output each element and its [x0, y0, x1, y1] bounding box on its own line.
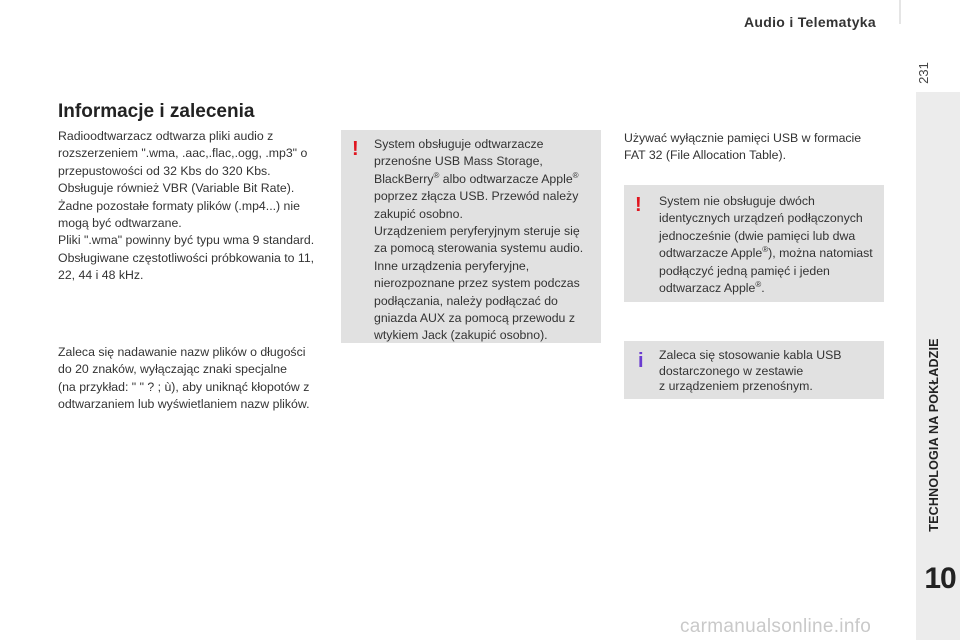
warning-text	[659, 193, 881, 297]
text-line: FAT 32 (File Allocation Table).	[624, 148, 786, 163]
text-line: mogą być odtwarzane.	[58, 216, 182, 231]
text-line: przenośne USB Mass Storage,	[374, 154, 543, 169]
text-line: wtykiem Jack (zakupić osobno).	[374, 328, 548, 343]
text-line: jednocześnie (dwie pamięci lub dwa	[659, 228, 856, 243]
text-line: zakupić osobno.	[374, 206, 463, 221]
text-line: identycznych urządzeń podłączonych	[659, 211, 863, 226]
section-title: Informacje i zalecenia	[58, 101, 255, 122]
text-line: Inne urządzenia peryferyjne,	[374, 258, 530, 273]
text-fragment: .	[761, 281, 765, 296]
text-line: Żadne pozostałe formaty plików (.mp4...) nie	[58, 198, 300, 213]
warning-icon: !	[635, 194, 642, 216]
text-line: podłączyć jedną pamięć i jeden	[659, 263, 830, 278]
text-line: (na przykład: " " ? ; ù), aby uniknąć kłopotów z	[58, 379, 310, 394]
left-paragraph-2	[58, 344, 328, 414]
text-line	[659, 245, 881, 262]
registered-mark: ®	[572, 170, 579, 180]
warning-text	[374, 136, 596, 345]
text-line	[659, 280, 881, 297]
chapter-number: 10	[924, 562, 956, 595]
text-fragment: odtwarzacz Apple	[659, 281, 756, 296]
dual-device-warning-box	[624, 185, 884, 302]
text-line: Używać wyłącznie pamięci USB w formacie	[624, 131, 862, 145]
text-line: przepustowości od 32 Kbs do 320 Kbs.	[58, 163, 271, 178]
text-line: Zaleca się stosowanie kabla USB	[659, 348, 842, 362]
text-line: do 20 znaków, wyłączając znaki specjalne	[58, 362, 287, 377]
text-fragment: BlackBerry	[374, 171, 434, 186]
text-line: nierozpoznane przez system podczas	[374, 276, 580, 291]
header-title: Audio i Telematyka	[744, 14, 876, 30]
header-divider	[899, 0, 901, 24]
usb-cable-info-box	[624, 341, 884, 399]
text-line: gniazda AUX za pomocą przewodu z	[374, 311, 575, 326]
page-number: 231	[916, 62, 931, 84]
text-line: dostarczonego w zestawie	[659, 363, 804, 378]
text-fragment: albo odtwarzacze Apple	[439, 171, 573, 186]
left-paragraph-1	[58, 128, 328, 285]
text-line: Obsługiwane częstotliwości próbkowania to 11,	[58, 250, 315, 265]
text-line: Obsługuje również VBR (Variable Bit Rate).	[58, 181, 295, 196]
registered-mark: ®	[433, 170, 440, 180]
text-line: System nie obsługuje dwóch	[659, 194, 815, 208]
text-line: Pliki ".wma" powinny być typu wma 9 standard.	[58, 233, 315, 248]
text-line: podłączania, należy podłączać do	[374, 293, 558, 308]
text-fragment: odtwarzacze Apple	[659, 246, 763, 261]
registered-mark: ®	[755, 279, 762, 289]
chapter-title: TECHNOLOGIA NA POKŁADZIE	[927, 338, 941, 532]
watermark: carmanualsonline.info	[680, 616, 872, 637]
text-line	[374, 171, 596, 188]
text-line: Zaleca się nadawanie nazw plików o długości	[58, 345, 306, 359]
info-icon: i	[638, 350, 644, 372]
usb-support-warning-box	[341, 130, 601, 343]
info-text	[659, 348, 881, 395]
text-line: Urządzeniem peryferyjnym steruje się	[374, 224, 580, 239]
text-line: System obsługuje odtwarzacze	[374, 137, 544, 151]
text-line: rozszerzeniem ".wma, .aac,.flac,.ogg, .mp3" o	[58, 146, 308, 161]
text-line: z urządzeniem przenośnym.	[659, 379, 813, 393]
text-line: poprzez złącza USB. Przewód należy	[374, 189, 579, 204]
text-line: za pomocą sterowania systemu audio.	[374, 241, 584, 256]
text-line: odtwarzaniem lub wyświetlaniem nazw plików.	[58, 397, 310, 412]
right-intro	[624, 130, 894, 165]
text-fragment: ), można natomiast	[768, 246, 873, 261]
text-line: Radioodtwarzacz odtwarza pliki audio z	[58, 129, 274, 143]
warning-icon: !	[352, 138, 359, 160]
text-line: 22, 44 i 48 kHz.	[58, 268, 144, 283]
registered-mark: ®	[762, 245, 769, 255]
